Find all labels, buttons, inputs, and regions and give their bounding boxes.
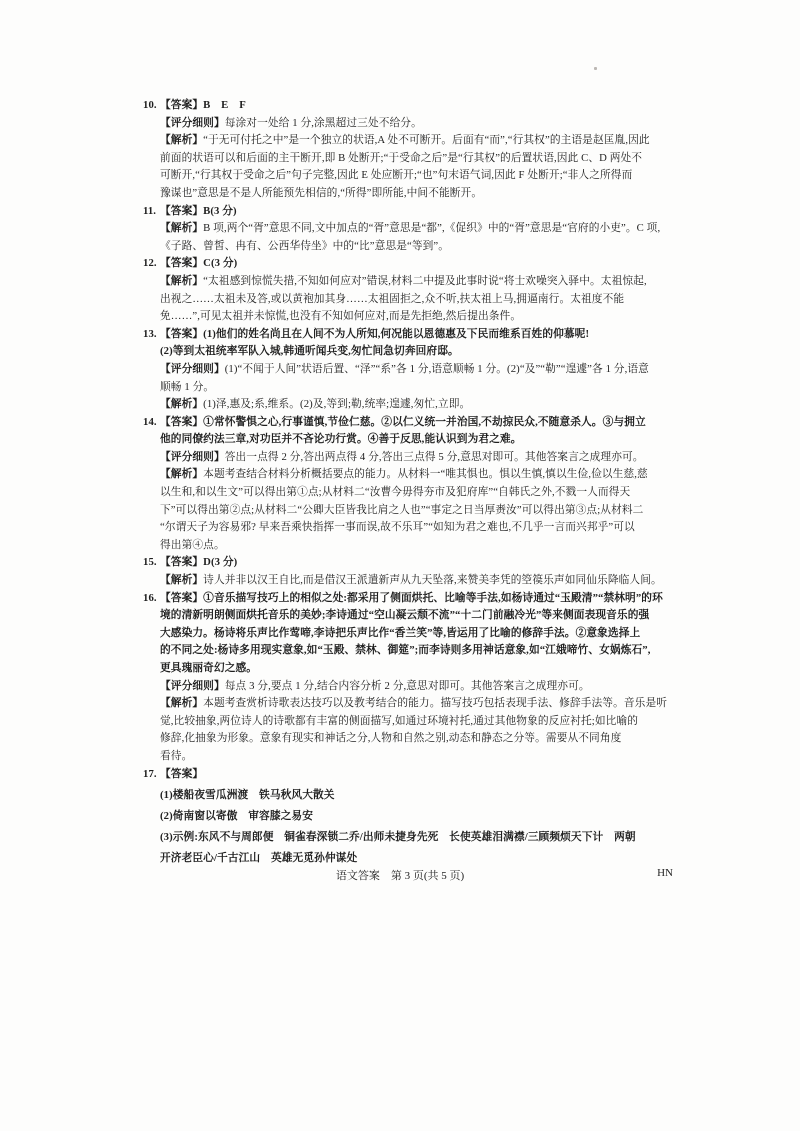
line-text: 大感染力。杨诗将乐声比作莺啼,李诗把乐声比作“香兰笑”等,皆运用了比喻的修辞手法。②意象选择上: [160, 626, 641, 639]
line-text: 每点 3 分,要点 1 分,结合内容分析 2 分,意思对即可。其他答案言之成理亦可。: [224, 679, 590, 692]
line-text: 每涂对一处给 1 分,涂黑超过三处不给分。: [224, 116, 422, 129]
line-text: (2)等到太祖统率军队入城,韩通听闻兵变,匆忙间急切奔回府邸。: [160, 345, 459, 358]
line-text: 免……”,可见太祖并未惊慌,也没有不知如何应对,而是先拒绝,然后提出条件。: [160, 310, 522, 323]
line-text: “尔谓天子为容易邪? 早来吾乘快指挥一事而误,故不乐耳”“如知为君之难也,不几乎一言而兴邦乎”可以: [160, 521, 635, 534]
line-text: D(3 分): [203, 556, 238, 569]
answer-line: [160, 730, 672, 748]
line-text: ①常怀警惧之心,行事谨慎,节俭仁慈。②以仁义统一并治国,不劫掠民众,不随意杀人。③与拥立: [203, 415, 646, 428]
line-text: “太祖感到惊慌失措,不知如何应对”错误,材料二中提及此事时说“将士欢噪突入驿中。太祖惊起,: [203, 274, 647, 287]
answer-line: [160, 396, 672, 414]
line-text: (2)倚南窗以寄傲 审容膝之易安: [160, 809, 314, 822]
line-text: (1)“不闻于人间”状语后置、“泽”“系”各 1 分,语意顺畅 1 分。(2)“及”“勒”“遑遽”各 1 分,语意: [224, 362, 649, 375]
line-text: 豫谋也”意思是不是人所能预先相信的,“所得”即所能,中间不能断开。: [160, 186, 483, 199]
section-label: 【评分细则】: [160, 450, 225, 463]
question-number: 13.: [143, 327, 157, 340]
answer-line: [160, 829, 672, 847]
line-text: (1)楼船夜雪瓜洲渡 铁马秋风大散关: [160, 788, 335, 801]
line-text: (1)他们的姓名尚且在人间不为人所知,何况能以恩德惠及下民而维系百姓的仰慕呢!: [203, 327, 590, 340]
answer-line: [160, 625, 672, 643]
line-text: 他的同僚约法三章,对功臣并不吝论功行赏。④善于反思,能认识到为君之难。: [160, 433, 522, 446]
section-label: 【解析】: [160, 222, 204, 235]
line-text: 本题考查结合材料分析概括要点的能力。从材料一“唯其惧也。惧以生慎,慎以生俭,俭以生慈,慈: [203, 468, 648, 481]
section-label: 【解析】: [160, 398, 204, 411]
footer-edition-code: HN: [657, 867, 673, 879]
line-text: B(3 分): [203, 204, 237, 217]
line-text: 《子路、曾皙、冉有、公西华侍坐》中的“比”意思是“等到”。: [160, 239, 450, 252]
answer-line: [160, 132, 672, 150]
section-label: 【答案】: [160, 591, 204, 604]
answer-line: [160, 185, 672, 203]
answer-line: [160, 607, 672, 625]
line-text: 诗人并非以汉王自比,而是借汉王派遣新声从九天坠落,来赞美李凭的箜篌乐声如同仙乐降临人间。: [203, 574, 662, 587]
question-number: 10.: [143, 99, 157, 111]
line-text: 更具瑰丽奇幻之感。: [160, 662, 258, 674]
answer-line: [160, 150, 672, 168]
line-text: (1)泽,惠及;系,维系。(2)及,等到;勒,统率;遑遽,匆忙,立即。: [203, 398, 471, 411]
answer-line: [160, 484, 672, 502]
line-text: 得出第④点。: [160, 538, 225, 551]
footer-page-label: 语文答案 第 3 页(共 5 页): [335, 870, 465, 882]
page-footer: [0, 867, 800, 883]
answer-line: [160, 642, 672, 660]
answer-line: [143, 326, 672, 344]
answer-line: [160, 431, 672, 449]
answer-line: [143, 590, 672, 608]
line-text: 本题考查赏析诗歌表达技巧以及教考结合的能力。描写技巧包括表现手法、修辞手法等。音乐是听: [203, 697, 668, 710]
answer-line: [160, 537, 672, 555]
line-text: 前面的状语可以和后面的主干断开,即 B 处断开;“于受命之后”是“行其权”的后置状语,因此 C、D 两处不: [160, 151, 643, 164]
line-text: 看待。: [160, 749, 193, 762]
line-text: “于无可付托之中”是一个独立的状语,A 处不可断开。后面有“而”,“行其权”的主语是赵匡胤,因此: [203, 134, 650, 147]
answer-line: [160, 167, 672, 185]
answer-line: [160, 379, 672, 397]
answer-line: [160, 695, 672, 713]
answer-content: [143, 97, 672, 868]
line-text: C(3 分): [203, 257, 238, 270]
line-text: 开济老臣心/千古江山 英雄无觅孙仲谋处: [160, 852, 358, 865]
answer-line: [160, 678, 672, 696]
question-number: 14.: [143, 415, 157, 428]
section-label: 【答案】: [160, 327, 204, 340]
question-number: 15.: [143, 556, 157, 569]
line-text: B 项,两个“胥”意思不同,文中加点的“胥”意思是“都”,《促织》中的“胥”意思是“官府的小吏”。C 项,: [203, 222, 661, 235]
answer-line: [160, 308, 672, 326]
question-number: 11.: [143, 204, 157, 217]
scan-artifact-speck: [594, 67, 597, 70]
question-number: 12.: [143, 257, 157, 270]
answer-line: [160, 343, 672, 361]
question-number: 16.: [143, 591, 157, 604]
section-label: 【解析】: [160, 574, 204, 587]
section-label: 【评分细则】: [160, 116, 225, 129]
answer-line: [143, 255, 672, 273]
section-label: 【答案】: [160, 556, 204, 569]
answer-line: [160, 748, 672, 766]
answer-line: [143, 97, 672, 115]
answer-line: [160, 273, 672, 291]
answer-line: [160, 787, 672, 805]
section-label: 【解析】: [160, 134, 204, 147]
answer-line: [143, 203, 672, 221]
question-number: 17.: [143, 767, 157, 780]
section-label: 【答案】: [160, 99, 204, 111]
answer-line: [160, 519, 672, 537]
line-text: 顺畅 1 分。: [160, 380, 215, 393]
line-text: 觉,比较抽象,两位诗人的诗歌都有丰富的侧面描写,如通过环境衬托,通过其他物象的反应衬托;如比喻的: [160, 714, 639, 727]
section-label: 【评分细则】: [160, 362, 225, 375]
line-text: ①音乐描写技巧上的相似之处:都采用了侧面烘托、比喻等手法,如杨诗通过“玉殿清”“禁林明”的环: [203, 591, 663, 604]
answer-line: [160, 502, 672, 520]
answer-line: [160, 449, 672, 467]
line-text: 可断开,“行其权于受命之后”句子完整,因此 E 处应断开;“也”句末语气词,因此 F 处断开;“非人之所得而: [160, 169, 633, 182]
line-text: 境的清新明朗侧面烘托音乐的美妙;李诗通过“空山凝云颓不流”“十二门前融冷光”等来侧面表现音乐的强: [160, 609, 650, 622]
section-label: 【评分细则】: [160, 679, 225, 692]
line-text: (3)示例:东风不与周郎便 铜雀春深锁二乔/出师未捷身先死 长使英雄泪满襟/三顾频烦天下计 两朝: [160, 831, 636, 844]
line-text: 修辞,化抽象为形象。意象有现实和神话之分,人物和自然之别,动态和静态之分等。需要从不同角度: [160, 732, 622, 745]
answer-line: [160, 238, 672, 256]
section-label: 【答案】: [160, 767, 204, 780]
answer-line: [143, 414, 672, 432]
section-label: 【答案】: [160, 257, 204, 270]
answer-line: [160, 361, 672, 379]
section-label: 【答案】: [160, 415, 204, 428]
answer-line: [160, 660, 672, 678]
answer-line: [160, 115, 672, 133]
line-text: 答出一点得 2 分,答出两点得 4 分,答出三点得 5 分,意思对即可。其他答案言之成理亦可。: [224, 450, 644, 463]
section-label: 【解析】: [160, 697, 204, 710]
answer-line: [143, 766, 672, 784]
line-text: 下”可以得出第②点;从材料二“公卿大臣皆我比肩之人也”“事定之日当厚赉汝”可以得出第③点;从材料二: [160, 503, 644, 516]
line-text: 的不同之处:杨诗多用现实意象,如“玉殿、禁林、御筵”;而李诗则多用神话意象,如“江娥啼竹、女娲炼石”,: [160, 644, 651, 657]
line-text: 出视之……太祖未及答,或以黄袍加其身……太祖固拒之,众不听,扶太祖上马,拥逼南行。太祖度不能: [160, 292, 625, 305]
answer-line: [160, 713, 672, 731]
line-text: 以生和,和以生文”可以得出第①点;从材料二“汝曹今毋得夯市及犯府库”“自韩氏之外,不戮一人而得天: [160, 486, 631, 499]
answer-line: [160, 291, 672, 309]
section-label: 【解析】: [160, 274, 204, 287]
answer-line: [160, 572, 672, 590]
section-label: 【解析】: [160, 468, 204, 481]
answer-line: [143, 554, 672, 572]
answer-line: [160, 466, 672, 484]
answer-line: [160, 808, 672, 826]
section-label: 【答案】: [160, 204, 204, 217]
answer-line: [160, 220, 672, 238]
line-text: B E F: [203, 99, 246, 111]
answer-line: [160, 850, 672, 868]
